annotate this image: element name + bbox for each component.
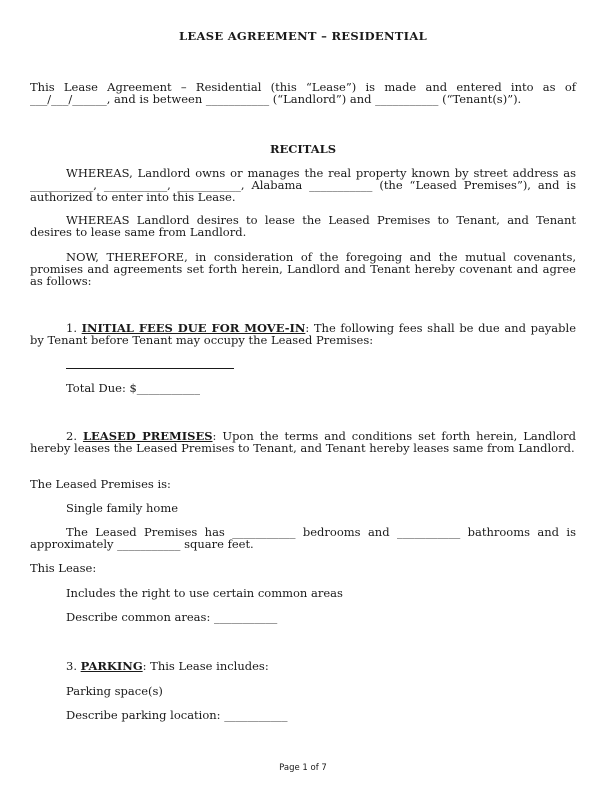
recital-1-text: WHEREAS, Landlord owns or manages the real property known by street address as ___________, ___________, ___________, Alabama ___________ (the “Leased Premises”), and is authorized to enter into this Lease. — [30, 166, 576, 204]
common-areas-line: Includes the right to use certain common areas — [66, 586, 343, 600]
section-3-text: : This Lease includes: — [142, 659, 269, 673]
recital-2-text: WHEREAS Landlord desires to lease the Leased Premises to Tenant, and Tenant desires to lease same from Landlord. — [30, 213, 576, 239]
section-1-number: 1. — [66, 321, 77, 335]
page-footer: Page 1 of 7 — [279, 763, 327, 773]
premises-is-line: The Leased Premises is: — [30, 477, 171, 491]
describe-common-areas-line: Describe common areas: ___________ — [66, 610, 278, 624]
recital-paragraph-1 — [30, 167, 576, 203]
section-1-heading: INITIAL FEES DUE FOR MOVE-IN — [81, 321, 306, 335]
premises-type-line: Single family home — [66, 501, 179, 515]
section-1-text: : The following fees shall be due and payable by Tenant before Tenant may occupy the Leased Premises: — [30, 321, 576, 347]
section-3-number: 3. — [66, 659, 77, 673]
section-2-text: : Upon the terms and conditions set forth herein, Landlord hereby leases the Leased Premises to Tenant, and Tenant hereby leases same from Landlord. — [30, 429, 577, 455]
this-lease-line: This Lease: — [30, 561, 97, 575]
recitals-heading: RECITALS — [269, 142, 337, 156]
recital-paragraph-2 — [30, 214, 576, 238]
total-due-line: Total Due: $___________ — [66, 381, 201, 395]
rooms-paragraph — [30, 526, 576, 550]
parking-line: Parking space(s) — [66, 684, 163, 698]
describe-parking-line: Describe parking location: ___________ — [66, 708, 288, 722]
document-title: LEASE AGREEMENT – RESIDENTIAL — [179, 29, 427, 43]
recital-3-text: NOW, THEREFORE, in consideration of the foregoing and the mutual covenants, promises and agreements set forth herein, Landlord and Tenant hereby covenant and agree as follows: — [30, 250, 576, 288]
intro-paragraph: This Lease Agreement – Residential (this “Lease”) is made and entered into as of ___/___/______, and is between ___________ (“Landlord”) and ___________ (“Tenant(s)”). — [30, 80, 576, 106]
section-3-paragraph — [66, 660, 269, 672]
section-2-heading: LEASED PREMISES — [82, 429, 213, 443]
recital-paragraph-3 — [30, 251, 576, 287]
fees-blank-line — [66, 368, 234, 369]
section-2-number: 2. — [66, 429, 77, 443]
section-1-paragraph — [30, 322, 576, 346]
section-3-heading: PARKING — [80, 659, 143, 673]
rooms-text: The Leased Premises has ___________ bedrooms and ___________ bathrooms and is approximately ___________ square feet. — [30, 525, 576, 551]
section-2-paragraph — [30, 430, 576, 454]
